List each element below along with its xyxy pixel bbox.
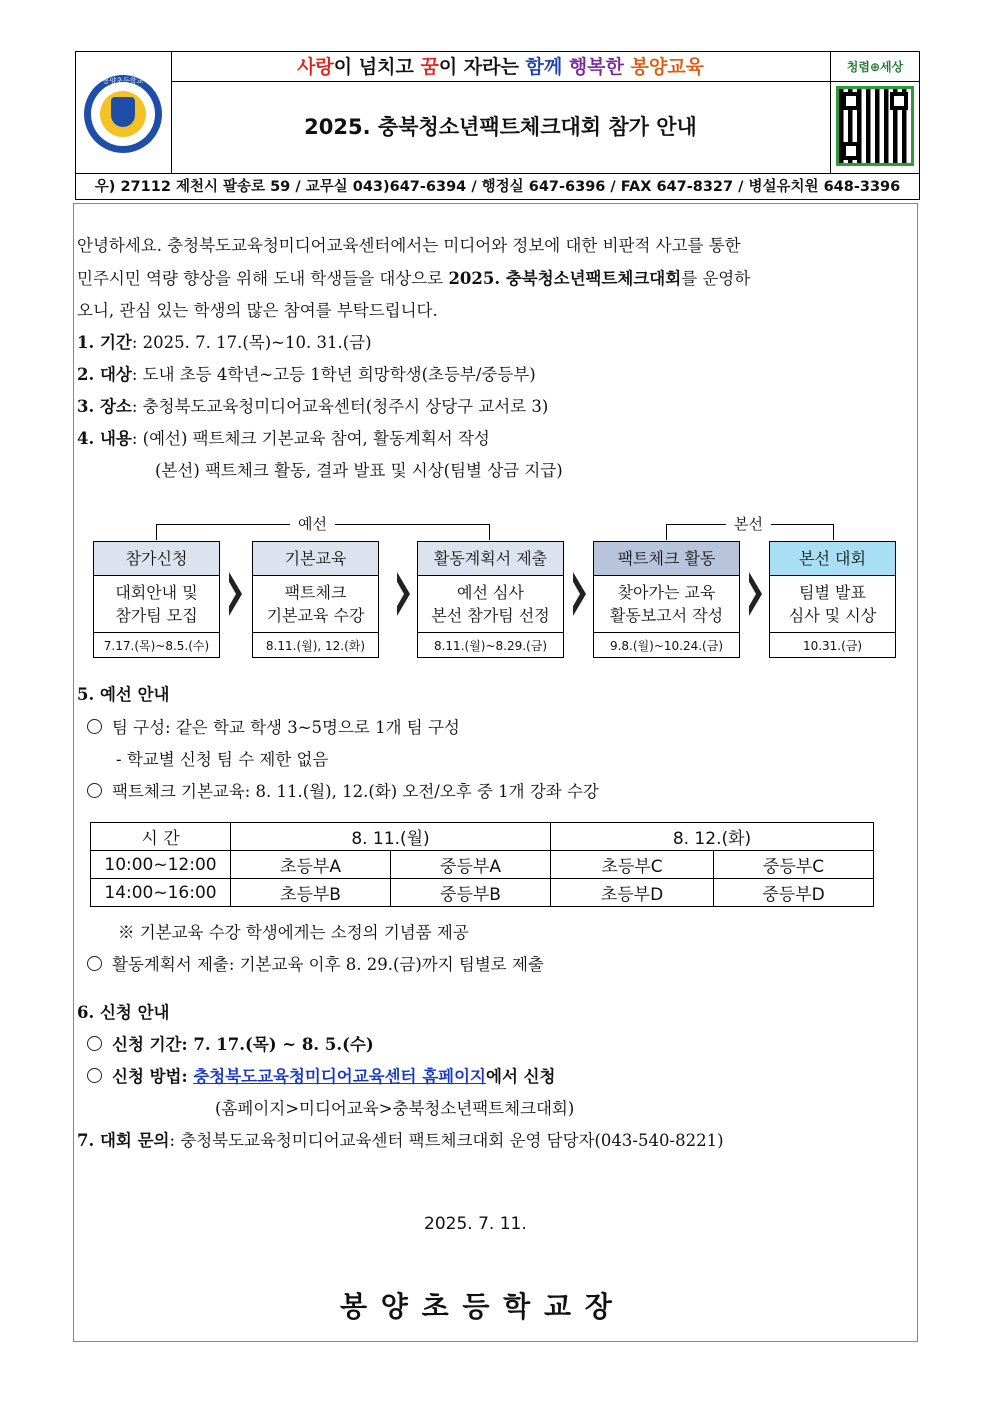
integrity-brand: 청렴⊕세상 bbox=[831, 52, 919, 82]
stage-plan-submit: 활동계획서 제출 예선 심사 본선 참가팀 선정 8.11.(월)~8.29.(금) bbox=[417, 541, 564, 658]
intro-line: 민주시민 역량 향상을 위해 도내 학생들을 대상으로 2025. 충북청소년팩트체크대회를 운영하 bbox=[77, 269, 751, 288]
apply-method: 신청 방법: 충청북도교육청미디어교육센터 홈페이지에서 신청 bbox=[87, 1067, 556, 1087]
slogan-part bbox=[624, 56, 631, 78]
logo-cell bbox=[76, 52, 172, 173]
slogan-part: 이 자라는 bbox=[438, 56, 526, 78]
slogan bbox=[171, 52, 831, 82]
table-cell: 중등부B bbox=[391, 879, 551, 907]
table-cell: 초등부C bbox=[551, 851, 714, 879]
table-cell: 14:00~16:00 bbox=[91, 879, 231, 907]
circle-bullet-icon bbox=[87, 1036, 102, 1051]
school-address: 우) 27112 제천시 팔송로 59 / 교무실 043)647-6394 / 행정실 647-6396 / FAX 647-8327 / 병설유치원 648-3396 bbox=[76, 173, 919, 200]
apply-path: (홈페이지>미디어교육>충북청소년팩트체크대회) bbox=[215, 1099, 575, 1118]
slogan-part: 사랑 bbox=[297, 56, 334, 78]
signature-principal: 봉 양 초 등 학 교 장 bbox=[340, 1290, 614, 1323]
section5-heading: 5. 예선 안내 bbox=[77, 685, 170, 704]
table-row bbox=[91, 879, 874, 907]
table-header-cell: 시 간 bbox=[91, 823, 231, 851]
slogan-part: 이 넘치고 bbox=[333, 56, 421, 78]
team-sub-line: - 학교별 신청 팀 수 제한 없음 bbox=[116, 750, 329, 769]
table-cell: 중등부D bbox=[714, 879, 874, 907]
table-cell: 중등부C bbox=[714, 851, 874, 879]
slogan-part: 함께 bbox=[525, 56, 563, 78]
table-cell: 초등부B bbox=[231, 879, 391, 907]
item-content-2: (본선) 팩트체크 활동, 결과 발표 및 시상(팀별 상금 지급) bbox=[155, 461, 563, 480]
prelim-label: 예선 bbox=[290, 515, 335, 533]
table-header-cell: 8. 11.(월) bbox=[231, 823, 551, 851]
stage-factcheck: 팩트체크 활동 찾아가는 교육 활동보고서 작성 9.8.(월)~10.24.(금) bbox=[593, 541, 740, 658]
logo-text-top: 봉양초등학교 bbox=[102, 77, 144, 85]
stage-final: 본선 대회 팀별 발표 심사 및 시상 10.31.(금) bbox=[769, 541, 896, 658]
circle-bullet-icon bbox=[87, 1068, 102, 1083]
table-header-cell: 8. 12.(화) bbox=[551, 823, 874, 851]
table-header-row bbox=[91, 823, 874, 851]
slogan-part bbox=[562, 56, 569, 78]
circle-bullet-icon bbox=[87, 956, 102, 971]
intro-line: 오니, 관심 있는 학생의 많은 참여를 부탁드립니다. bbox=[77, 301, 438, 320]
chevron-right-icon bbox=[229, 572, 242, 616]
school-logo bbox=[84, 75, 162, 153]
schedule-table bbox=[90, 822, 874, 907]
team-line: 팀 구성: 같은 학교 학생 3~5명으로 1개 팀 구성 bbox=[87, 718, 460, 738]
table-cell: 중등부A bbox=[391, 851, 551, 879]
item-target: 2. 대상: 도내 초등 4학년~고등 1학년 희망학생(초등부/중등부) bbox=[77, 365, 536, 384]
item-place: 3. 장소: 충청북도교육청미디어교육센터(청주시 상당구 교서로 3) bbox=[77, 397, 549, 416]
plan-line: 활동계획서 제출: 기본교육 이후 8. 29.(금)까지 팀별로 제출 bbox=[87, 955, 544, 975]
chevron-right-icon bbox=[573, 572, 586, 616]
document-date: 2025. 7. 11. bbox=[424, 1214, 527, 1234]
section6-heading: 6. 신청 안내 bbox=[77, 1003, 170, 1022]
qr-code-icon[interactable] bbox=[836, 86, 914, 166]
homepage-link[interactable]: 충청북도교육청미디어교육센터 홈페이지 bbox=[193, 1067, 486, 1086]
table-cell: 10:00~12:00 bbox=[91, 851, 231, 879]
intro-line: 안녕하세요. 충청북도교육청미디어교육센터에서는 미디어와 정보에 대한 비판적 사고를 통한 bbox=[77, 236, 741, 255]
circle-bullet-icon bbox=[87, 783, 102, 798]
chevron-right-icon bbox=[397, 572, 410, 616]
stage-basic-edu: 기본교육 팩트체크 기본교육 수강 8.11.(월), 12.(화) bbox=[252, 541, 379, 658]
table-cell: 초등부D bbox=[551, 879, 714, 907]
contact-line: 7. 대회 문의: 충청북도교육청미디어교육센터 팩트체크대회 운영 담당자(043-540-8221) bbox=[77, 1131, 724, 1150]
document-title: 2025. 충북청소년팩트체크대회 참가 안내 bbox=[171, 82, 831, 173]
apply-period: 신청 기간: 7. 17.(목) ~ 8. 5.(수) bbox=[87, 1035, 374, 1055]
table-row bbox=[91, 851, 874, 879]
slogan-part: 행복한 bbox=[568, 56, 624, 78]
circle-bullet-icon bbox=[87, 719, 102, 734]
slogan-part: 봉양교육 bbox=[630, 56, 704, 78]
chevron-right-icon bbox=[749, 572, 762, 616]
note-line: ※ 기본교육 수강 학생에게는 소정의 기념품 제공 bbox=[118, 923, 469, 942]
slogan-part: 꿈 bbox=[420, 56, 439, 78]
item-content: 4. 내용: (예선) 팩트체크 기본교육 참여, 활동계획서 작성 bbox=[77, 429, 490, 448]
edu-line: 팩트체크 기본교육: 8. 11.(월), 12.(화) 오전/오후 중 1개 강좌 수강 bbox=[87, 782, 599, 802]
table-cell: 초등부A bbox=[231, 851, 391, 879]
letterhead bbox=[75, 51, 920, 200]
item-period: 1. 기간: 2025. 7. 17.(목)~10. 31.(금) bbox=[77, 333, 372, 352]
final-label: 본선 bbox=[726, 515, 771, 533]
stage-apply: 참가신청 대회안내 및 참가팀 모집 7.17.(목)~8.5.(수) bbox=[93, 541, 220, 658]
